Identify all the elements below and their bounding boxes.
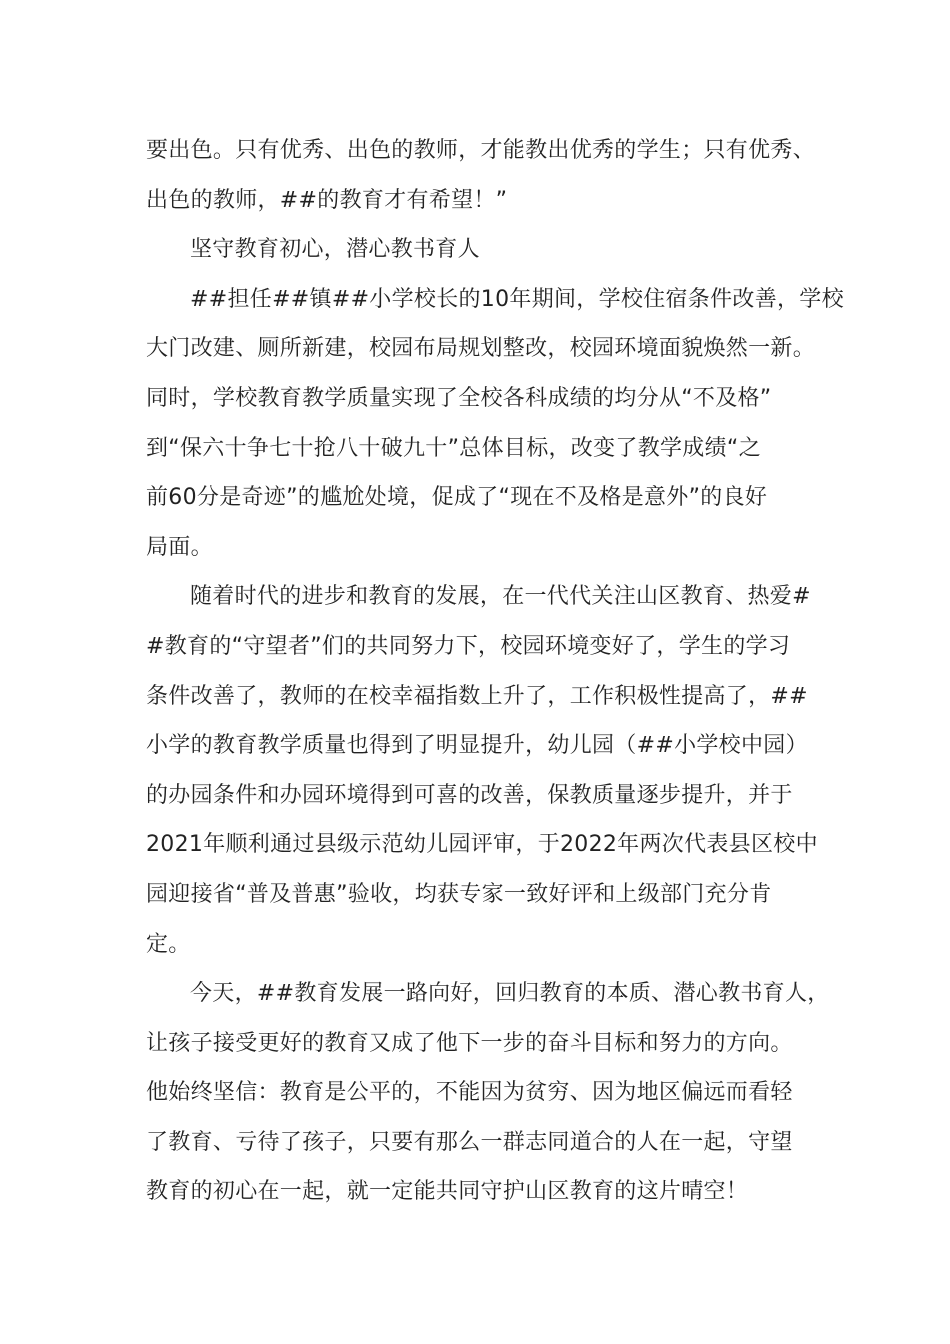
text-line: 今天，##教育发展一路向好，回归教育的本质、潜心教书育人， <box>190 981 830 1007</box>
section-heading: 坚守教育初心，潜心教书育人 <box>190 237 480 263</box>
text-line: 要出色。只有优秀、出色的教师，才能教出优秀的学生；只有优秀、 <box>146 138 816 163</box>
text-line: #教育的“守望者”们的共同努力下，校园环境变好了，学生的学习 <box>146 633 791 659</box>
text-line: 定。 <box>146 931 191 957</box>
text-line: 了教育、亏待了孩子，只要有那么一群志同道合的人在一起，守望 <box>146 1129 793 1155</box>
text-line: 到“保六十争七十抢八十破九十”总体目标，改变了教学成绩“之 <box>146 435 761 461</box>
text-line: 随着时代的进步和教育的发展，在一代代关注山区教育、热爱# <box>190 584 811 610</box>
text-line: 他始终坚信：教育是公平的，不能因为贫穷、因为地区偏远而看轻 <box>146 1080 793 1106</box>
text-line: 的办园条件和办园环境得到可喜的改善，保教质量逐步提升，并于 <box>146 782 793 808</box>
text-line: 同时，学校教育教学质量实现了全校各科成绩的均分从“不及格” <box>146 385 772 411</box>
text-line: 大门改建、厕所新建，校园布局规划整改，校园环境面貌焕然一新。 <box>146 336 816 362</box>
body-text <box>146 126 844 1217</box>
text-line: ##担任##镇##小学校长的10年期间，学校住宿条件改善，学校 <box>190 286 844 312</box>
text-line: 局面。 <box>146 534 213 560</box>
text-line: 条件改善了，教师的在校幸福指数上升了，工作积极性提高了，## <box>146 683 808 709</box>
text-line: 让孩子接受更好的教育又成了他下一步的奋斗目标和努力的方向。 <box>146 1030 793 1056</box>
text-line: 教育的初心在一起，就一定能共同守护山区教育的这片晴空！ <box>146 1179 749 1205</box>
text-line: 小学的教育教学质量也得到了明显提升，幼儿园（##小学校中园） <box>146 733 808 759</box>
text-line: 2021年顺利通过县级示范幼儿园评审，于2022年两次代表县区校中 <box>146 832 818 858</box>
text-line: 出色的教师，##的教育才有希望！” <box>146 187 508 213</box>
text-line: 园迎接省“普及普惠”验收，均获专家一致好评和上级部门充分肯 <box>146 881 772 907</box>
text-line: 前60分是奇迹”的尴尬处境，促成了“现在不及格是意外”的良好 <box>146 485 768 511</box>
